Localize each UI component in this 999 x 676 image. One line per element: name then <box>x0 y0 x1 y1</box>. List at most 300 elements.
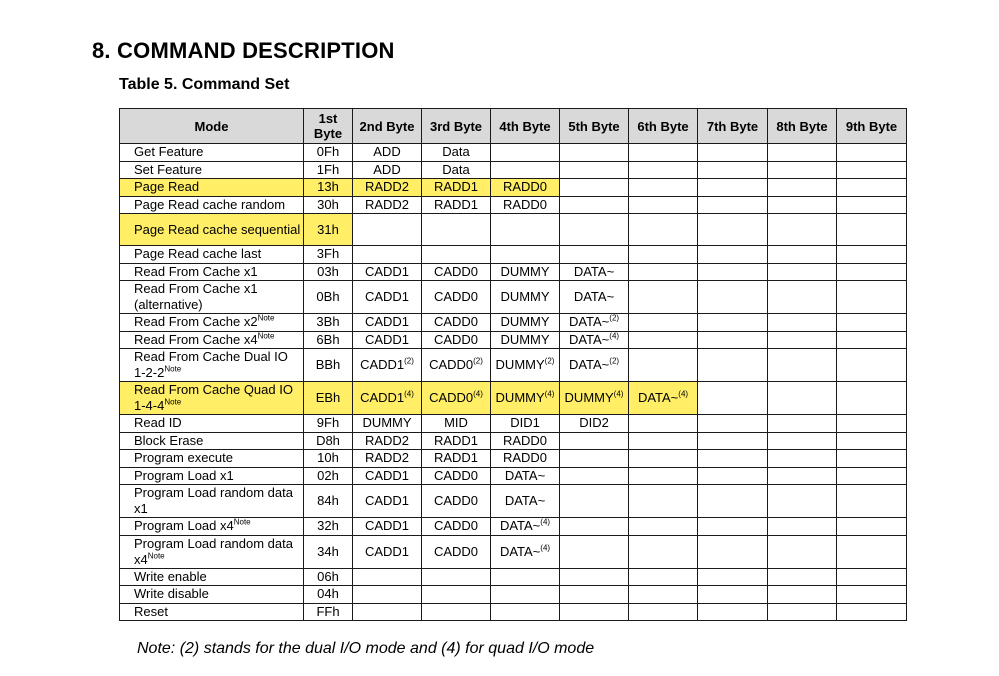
byte-cell <box>304 144 353 162</box>
byte-cell <box>491 415 560 433</box>
byte-cell <box>837 196 907 214</box>
note-superscript: Note <box>233 517 251 527</box>
byte-cell <box>629 568 698 586</box>
byte-cell <box>304 331 353 349</box>
byte-cell <box>560 331 629 349</box>
byte-cell <box>353 450 422 468</box>
byte-cell <box>768 518 837 536</box>
byte-cell <box>698 586 768 604</box>
byte-value: 84h <box>317 493 339 508</box>
byte-cell <box>560 415 629 433</box>
byte-cell <box>491 331 560 349</box>
byte-value: 3Bh <box>316 314 340 330</box>
table-row <box>120 179 907 197</box>
byte-cell <box>353 331 422 349</box>
byte-value: CADD1 <box>364 518 410 534</box>
byte-cell <box>560 314 629 332</box>
mode-label: Set Feature <box>134 161 202 177</box>
byte-cell <box>491 246 560 264</box>
byte-cell <box>353 246 422 264</box>
mode-cell <box>120 179 304 197</box>
byte-cell <box>560 467 629 485</box>
byte-value: CADD0 <box>433 263 479 279</box>
byte-cell <box>353 161 422 179</box>
mode-label: Program Load x4 <box>134 518 234 534</box>
byte-cell <box>698 144 768 162</box>
byte-cell <box>629 382 698 415</box>
table-row <box>120 382 907 415</box>
byte-cell <box>629 450 698 468</box>
byte-cell <box>837 535 907 568</box>
byte-value: 0Fh <box>316 144 340 160</box>
byte-cell <box>491 518 560 536</box>
mode-label: Read ID <box>134 415 182 431</box>
byte-value: RADD2 <box>364 450 410 466</box>
byte-value: RADD2 <box>364 179 410 195</box>
byte-cell <box>768 415 837 433</box>
byte-value: DATA~ <box>504 493 546 508</box>
byte-cell <box>491 349 560 382</box>
byte-value: CADD0 <box>433 289 479 304</box>
byte-value: DUMMY <box>500 263 550 279</box>
byte-value: DUMMY <box>500 314 550 330</box>
table-row <box>120 415 907 433</box>
byte-cell <box>491 586 560 604</box>
byte-cell <box>353 382 422 415</box>
mode-label: Page Read cache last <box>134 246 262 262</box>
byte-cell <box>837 331 907 349</box>
byte-value: CADD0 <box>433 518 479 534</box>
byte-cell <box>629 485 698 518</box>
column-header: 9th Byte <box>837 109 907 144</box>
byte-cell <box>560 382 629 415</box>
mode-label: Write disable <box>134 586 209 602</box>
byte-cell <box>560 432 629 450</box>
byte-value: RADD2 <box>364 196 410 212</box>
byte-cell <box>629 518 698 536</box>
byte-cell <box>629 586 698 604</box>
byte-cell <box>304 485 353 518</box>
byte-cell <box>422 450 491 468</box>
byte-cell <box>768 196 837 214</box>
mode-label: Program Load random data x4 <box>134 535 293 567</box>
byte-value: DATA~ <box>637 390 679 405</box>
byte-cell <box>560 349 629 382</box>
byte-cell <box>353 314 422 332</box>
byte-cell <box>698 281 768 314</box>
byte-cell <box>491 382 560 415</box>
byte-value: CADD1 <box>360 357 405 372</box>
table-row <box>120 281 907 314</box>
byte-cell <box>491 485 560 518</box>
byte-cell <box>629 467 698 485</box>
byte-cell <box>422 518 491 536</box>
byte-value: DUMMY <box>564 390 614 405</box>
table-row <box>120 144 907 162</box>
column-header: 5th Byte <box>560 109 629 144</box>
mode-label: Read From Cache x1 (alternative) <box>134 281 258 312</box>
byte-cell <box>837 603 907 621</box>
mode-cell <box>120 568 304 586</box>
byte-value: RADD1 <box>433 432 479 448</box>
byte-cell <box>491 179 560 197</box>
byte-value: CADD0 <box>433 493 479 508</box>
byte-value: 31h <box>317 221 339 237</box>
byte-cell <box>422 214 491 246</box>
byte-value: DATA~ <box>568 331 610 347</box>
byte-cell <box>353 603 422 621</box>
byte-cell <box>629 535 698 568</box>
byte-cell <box>768 450 837 468</box>
byte-value: DID2 <box>579 415 609 431</box>
byte-value: CADD1 <box>364 314 410 330</box>
byte-cell <box>304 246 353 264</box>
byte-cell <box>837 161 907 179</box>
command-set-table <box>119 108 907 621</box>
byte-value: 02h <box>317 467 339 483</box>
byte-cell <box>837 382 907 415</box>
byte-cell <box>353 214 422 246</box>
byte-cell <box>837 518 907 536</box>
byte-cell <box>768 214 837 246</box>
byte-cell <box>629 281 698 314</box>
mode-superscript: (4) <box>473 389 483 399</box>
mode-superscript: (4) <box>540 543 551 553</box>
byte-value: 30h <box>317 196 339 212</box>
byte-cell <box>629 603 698 621</box>
byte-cell <box>491 263 560 281</box>
byte-cell <box>560 568 629 586</box>
byte-cell <box>698 246 768 264</box>
mode-superscript: (4) <box>404 389 414 399</box>
byte-cell <box>560 161 629 179</box>
mode-cell <box>120 246 304 264</box>
mode-label: Program execute <box>134 450 233 466</box>
byte-cell <box>422 144 491 162</box>
mode-cell <box>120 214 304 246</box>
byte-cell <box>837 179 907 197</box>
byte-cell <box>698 432 768 450</box>
byte-cell <box>304 467 353 485</box>
mode-cell <box>120 535 304 568</box>
byte-cell <box>422 179 491 197</box>
byte-cell <box>837 144 907 162</box>
byte-cell <box>768 246 837 264</box>
byte-cell <box>304 214 353 246</box>
table-row <box>120 331 907 349</box>
byte-value: DATA~ <box>573 263 615 279</box>
table-row <box>120 535 907 568</box>
byte-value: Data <box>442 144 470 160</box>
byte-value: 04h <box>317 586 339 602</box>
column-header: 6th Byte <box>629 109 698 144</box>
byte-cell <box>837 314 907 332</box>
byte-cell <box>698 263 768 281</box>
byte-cell <box>304 568 353 586</box>
byte-cell <box>768 349 837 382</box>
byte-value: CADD1 <box>360 390 405 405</box>
byte-cell <box>837 568 907 586</box>
byte-value: BBh <box>315 357 341 372</box>
byte-cell <box>304 586 353 604</box>
byte-cell <box>837 349 907 382</box>
byte-cell <box>698 535 768 568</box>
table-row <box>120 586 907 604</box>
byte-cell <box>422 603 491 621</box>
byte-value: 10h <box>317 450 339 466</box>
byte-value: CADD1 <box>364 493 410 508</box>
byte-cell <box>768 603 837 621</box>
byte-value: DATA~ <box>568 357 610 372</box>
byte-cell <box>353 415 422 433</box>
column-header: 2nd Byte <box>353 109 422 144</box>
byte-value: FFh <box>316 603 340 619</box>
byte-cell <box>837 415 907 433</box>
byte-cell <box>304 196 353 214</box>
byte-cell <box>629 214 698 246</box>
byte-cell <box>560 518 629 536</box>
byte-cell <box>422 568 491 586</box>
byte-cell <box>353 281 422 314</box>
mode-cell <box>120 485 304 518</box>
byte-cell <box>768 432 837 450</box>
byte-cell <box>837 246 907 264</box>
mode-cell <box>120 603 304 621</box>
column-header: 1st Byte <box>304 109 353 144</box>
mode-superscript: (4) <box>540 517 551 527</box>
byte-cell <box>491 314 560 332</box>
byte-cell <box>353 432 422 450</box>
byte-cell <box>353 467 422 485</box>
mode-label: Page Read cache sequential <box>134 221 301 237</box>
mode-label: Read From Cache Dual IO 1-2-2 <box>134 349 288 380</box>
table-row <box>120 568 907 586</box>
byte-cell <box>629 331 698 349</box>
mode-superscript: (2) <box>404 356 414 366</box>
byte-cell <box>304 382 353 415</box>
note-superscript: Note <box>257 313 275 323</box>
table-caption: Table 5. Command Set <box>119 76 290 93</box>
byte-cell <box>422 485 491 518</box>
byte-value: 06h <box>317 568 339 584</box>
mode-cell <box>120 586 304 604</box>
mode-label: Program Load x1 <box>134 467 234 483</box>
byte-cell <box>560 214 629 246</box>
mode-superscript: (4) <box>609 331 620 341</box>
byte-value: DUMMY <box>500 331 550 347</box>
mode-label: Read From Cache x1 <box>134 263 258 279</box>
byte-cell <box>698 331 768 349</box>
byte-cell <box>422 382 491 415</box>
mode-superscript: (4) <box>544 389 555 399</box>
byte-cell <box>560 246 629 264</box>
byte-value: D8h <box>316 432 340 448</box>
byte-cell <box>304 179 353 197</box>
byte-cell <box>837 281 907 314</box>
byte-value: RADD0 <box>502 196 548 212</box>
byte-cell <box>768 535 837 568</box>
byte-cell <box>698 485 768 518</box>
byte-value: RADD0 <box>502 450 548 466</box>
byte-cell <box>698 349 768 382</box>
byte-value: RADD0 <box>502 432 548 448</box>
table-row <box>120 263 907 281</box>
column-header: 3rd Byte <box>422 109 491 144</box>
byte-cell <box>629 144 698 162</box>
byte-cell <box>353 196 422 214</box>
byte-cell <box>837 263 907 281</box>
byte-cell <box>422 586 491 604</box>
byte-cell <box>353 263 422 281</box>
byte-cell <box>304 535 353 568</box>
byte-value: CADD1 <box>364 289 410 304</box>
byte-cell <box>768 586 837 604</box>
table-row <box>120 485 907 518</box>
byte-value: DUMMY <box>362 415 412 431</box>
byte-cell <box>353 568 422 586</box>
byte-value: 6Bh <box>316 331 340 347</box>
byte-cell <box>560 281 629 314</box>
byte-value: ADD <box>373 144 401 160</box>
byte-value: DATA~ <box>568 314 610 330</box>
byte-cell <box>353 349 422 382</box>
byte-value: Data <box>442 161 470 177</box>
byte-cell <box>353 518 422 536</box>
byte-value: 13h <box>317 179 339 195</box>
byte-cell <box>422 263 491 281</box>
byte-cell <box>422 535 491 568</box>
byte-cell <box>560 263 629 281</box>
table-row <box>120 314 907 332</box>
table-row <box>120 450 907 468</box>
byte-cell <box>837 586 907 604</box>
byte-value: DATA~ <box>573 289 615 304</box>
byte-value: RADD1 <box>433 450 479 466</box>
byte-value: DUMMY <box>495 357 545 372</box>
byte-cell <box>629 415 698 433</box>
byte-cell <box>629 246 698 264</box>
byte-cell <box>560 196 629 214</box>
byte-value: CADD0 <box>433 331 479 347</box>
byte-cell <box>353 179 422 197</box>
byte-cell <box>304 415 353 433</box>
byte-cell <box>304 518 353 536</box>
mode-superscript: (2) <box>609 356 620 366</box>
mode-cell <box>120 314 304 332</box>
byte-value: CADD1 <box>364 467 410 483</box>
byte-cell <box>304 314 353 332</box>
byte-cell <box>560 485 629 518</box>
byte-cell <box>491 432 560 450</box>
byte-cell <box>629 179 698 197</box>
byte-cell <box>422 415 491 433</box>
byte-value: 34h <box>317 543 339 559</box>
byte-value: EBh <box>315 390 341 405</box>
table-row <box>120 196 907 214</box>
byte-cell <box>768 568 837 586</box>
byte-cell <box>768 314 837 332</box>
byte-cell <box>768 485 837 518</box>
byte-cell <box>560 450 629 468</box>
byte-cell <box>353 586 422 604</box>
byte-cell <box>422 314 491 332</box>
mode-cell <box>120 432 304 450</box>
mode-superscript: (4) <box>678 389 689 399</box>
byte-cell <box>422 331 491 349</box>
table-note: Note: (2) stands for the dual I/O mode and (4) for quad I/O mode <box>137 640 595 657</box>
byte-cell <box>491 568 560 586</box>
byte-cell <box>560 603 629 621</box>
byte-cell <box>698 314 768 332</box>
byte-value: ADD <box>373 161 401 177</box>
page-title: 8. COMMAND DESCRIPTION <box>92 38 395 63</box>
byte-cell <box>629 161 698 179</box>
mode-label: Read From Cache Quad IO 1-4-4 <box>134 382 293 413</box>
byte-cell <box>353 485 422 518</box>
byte-cell <box>768 263 837 281</box>
mode-label: Write enable <box>134 568 207 584</box>
byte-cell <box>837 432 907 450</box>
byte-cell <box>353 535 422 568</box>
byte-value: MID <box>444 415 468 431</box>
mode-cell <box>120 518 304 536</box>
mode-cell <box>120 415 304 433</box>
byte-cell <box>491 196 560 214</box>
column-header: 4th Byte <box>491 109 560 144</box>
byte-cell <box>768 179 837 197</box>
byte-value: RADD0 <box>502 179 548 195</box>
byte-cell <box>629 349 698 382</box>
byte-value: 9Fh <box>316 415 340 431</box>
mode-label: Block Erase <box>134 432 204 448</box>
byte-cell <box>629 432 698 450</box>
mode-cell <box>120 263 304 281</box>
column-header: 7th Byte <box>698 109 768 144</box>
table-row <box>120 432 907 450</box>
byte-cell <box>837 450 907 468</box>
byte-cell <box>698 179 768 197</box>
mode-label: Page Read <box>134 179 200 195</box>
mode-cell <box>120 196 304 214</box>
byte-cell <box>560 179 629 197</box>
byte-cell <box>304 263 353 281</box>
byte-cell <box>698 196 768 214</box>
byte-cell <box>304 161 353 179</box>
byte-value: DID1 <box>510 415 540 431</box>
byte-cell <box>837 485 907 518</box>
byte-cell <box>491 535 560 568</box>
mode-cell <box>120 161 304 179</box>
byte-cell <box>768 161 837 179</box>
byte-cell <box>768 281 837 314</box>
byte-cell <box>837 467 907 485</box>
byte-value: CADD1 <box>364 331 410 347</box>
note-superscript: Note <box>164 364 182 374</box>
byte-cell <box>422 467 491 485</box>
byte-cell <box>698 214 768 246</box>
mode-cell <box>120 382 304 415</box>
table-row <box>120 349 907 382</box>
byte-cell <box>629 263 698 281</box>
mode-label: Read From Cache x4 <box>134 331 258 347</box>
byte-cell <box>698 467 768 485</box>
mode-superscript: (2) <box>544 356 555 366</box>
byte-value: CADD0 <box>429 357 474 372</box>
byte-value: CADD0 <box>429 390 474 405</box>
byte-cell <box>422 349 491 382</box>
byte-cell <box>422 281 491 314</box>
byte-value: CADD1 <box>364 263 410 279</box>
